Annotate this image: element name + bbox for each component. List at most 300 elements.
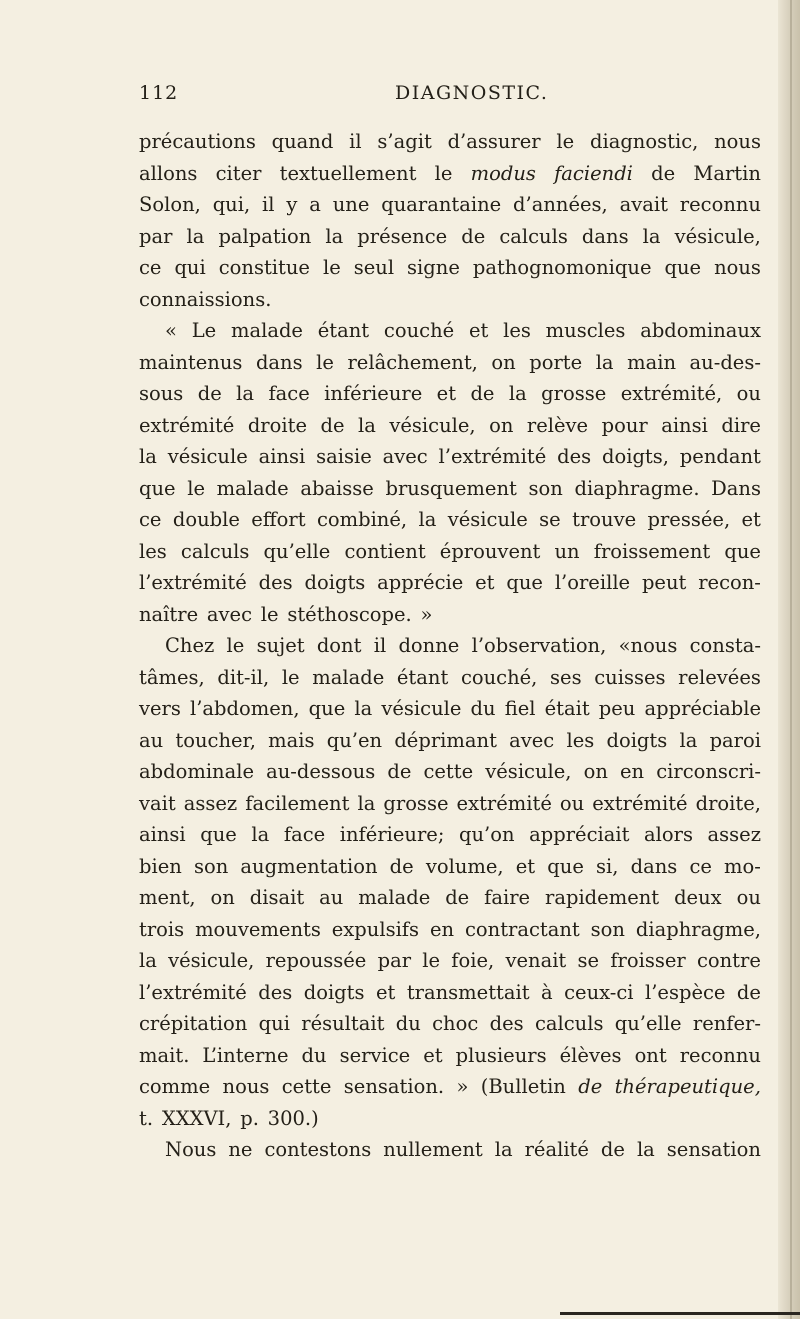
word: élèves: [559, 1043, 622, 1067]
word: froisser: [610, 949, 686, 972]
word: pathognomonique: [472, 256, 652, 279]
word: le: [187, 476, 206, 500]
word: face: [283, 823, 326, 846]
word: vésicule: [447, 508, 528, 531]
word: XXXVI,: [161, 1106, 232, 1130]
word: d’années,: [513, 193, 608, 216]
word: saisie: [316, 445, 372, 468]
word: signe: [407, 256, 460, 279]
word: tâmes,: [139, 665, 205, 689]
text-line: [139, 693, 761, 725]
word: dans: [581, 224, 629, 248]
word: nous: [714, 130, 761, 153]
text-line: [139, 882, 761, 914]
word: quand: [271, 130, 334, 153]
word: et: [468, 319, 489, 342]
word: relevées: [678, 665, 761, 689]
word: Le: [191, 319, 217, 342]
running-head: DIAGNOSTIC.: [395, 82, 549, 104]
word: expulsifs: [331, 917, 420, 941]
word: si,: [596, 854, 619, 878]
word: ainsi: [139, 823, 186, 846]
word: de: [470, 382, 495, 405]
word: la: [139, 949, 157, 972]
word: Dans: [711, 476, 761, 500]
word: consta-: [689, 634, 761, 657]
word: ou: [559, 791, 585, 815]
word: (Bulletin: [480, 1075, 566, 1098]
word: peu: [598, 697, 636, 720]
body-text: [139, 126, 761, 1166]
word: le: [434, 161, 453, 185]
word: p.: [240, 1106, 259, 1130]
word: qu’elle: [614, 1012, 682, 1035]
word: un: [554, 539, 580, 563]
word: citer: [215, 161, 262, 185]
word: peut: [641, 571, 687, 594]
word: doigts,: [601, 445, 669, 468]
word: rapidement: [545, 886, 660, 909]
text-line: [139, 567, 761, 599]
word: son: [590, 917, 625, 941]
word: ainsi: [258, 445, 306, 468]
word: s’agit: [377, 130, 432, 153]
word: l’extrémité: [438, 445, 547, 468]
word: on: [583, 760, 608, 783]
word: Nous: [165, 1138, 217, 1161]
word: et: [475, 571, 495, 594]
word: apprécie: [377, 571, 464, 594]
word: réalité: [524, 1138, 589, 1161]
word: au-des-: [689, 350, 761, 374]
text-line: [139, 473, 761, 505]
word: trouve: [572, 508, 637, 531]
word: la: [251, 823, 270, 846]
word: vésicule,: [485, 760, 572, 783]
word: et: [515, 854, 536, 878]
word: les: [566, 728, 595, 752]
text-line: [139, 945, 761, 977]
word: mait.: [139, 1043, 190, 1067]
word: abdominale: [139, 760, 255, 783]
text-line: [139, 1071, 761, 1103]
word: l’espèce: [645, 980, 726, 1004]
word: assez: [707, 823, 761, 846]
word: au: [139, 728, 164, 752]
word: on: [491, 350, 516, 374]
text-line: [139, 1040, 761, 1072]
word: en: [429, 917, 455, 941]
word: couché: [383, 319, 455, 342]
word: de: [197, 382, 222, 405]
word: muscles: [545, 319, 626, 342]
word: circonscri-: [656, 760, 761, 783]
word: et: [741, 508, 761, 531]
word: stéthoscope.: [287, 602, 412, 626]
word: brusquement: [385, 476, 517, 500]
text-line: [139, 315, 761, 347]
text-line: [139, 819, 761, 851]
word: il: [373, 634, 387, 657]
text-line: [139, 378, 761, 410]
word: en: [620, 760, 645, 783]
word: combiné,: [316, 508, 408, 531]
word: de: [320, 413, 345, 437]
word: faciendi: [554, 161, 633, 185]
word: contient: [344, 539, 426, 563]
word: l’extrémité: [139, 571, 247, 594]
word: extrémité: [592, 791, 688, 815]
word: mouvements: [195, 917, 321, 941]
text-line: [139, 599, 761, 631]
word: vésicule,: [389, 413, 476, 437]
word: sujet: [256, 634, 305, 657]
word: ment,: [139, 886, 196, 909]
word: ce: [139, 256, 162, 279]
word: grosse: [383, 791, 449, 815]
word: que: [200, 823, 237, 846]
word: comme: [139, 1075, 211, 1098]
word: extrémité,: [620, 382, 723, 405]
word: déprimant: [394, 728, 497, 752]
word: de: [736, 980, 761, 1004]
word: calculs: [180, 539, 250, 563]
word: des: [258, 980, 293, 1004]
word: la: [642, 224, 661, 248]
word: sensation: [666, 1138, 761, 1161]
word: que: [308, 697, 346, 720]
word: la: [139, 445, 157, 468]
word: avec: [509, 728, 555, 752]
word: de: [461, 224, 486, 248]
word: abdominaux: [640, 319, 761, 342]
word: le: [260, 602, 279, 626]
word: des: [557, 445, 592, 468]
word: des: [258, 571, 293, 594]
text-line: [139, 441, 761, 473]
word: paroi: [709, 728, 761, 752]
word: qui: [258, 1012, 290, 1035]
word: froissement: [593, 539, 711, 563]
word: une: [332, 193, 370, 216]
word: nullement: [383, 1138, 483, 1161]
word: du: [395, 1012, 421, 1035]
word: doigts: [304, 571, 366, 594]
word: avait: [619, 193, 668, 216]
text-line: [139, 536, 761, 568]
text-line: [139, 630, 761, 662]
word: se: [539, 508, 561, 531]
word: que: [724, 539, 761, 563]
word: calculs: [534, 1012, 604, 1035]
word: malade: [230, 319, 303, 342]
word: cuisses: [594, 665, 666, 689]
word: de: [445, 886, 470, 909]
word: ses: [550, 665, 582, 689]
page-header: [139, 82, 759, 112]
word: effort: [251, 508, 306, 531]
word: double: [172, 508, 240, 531]
page-corner-rule: [560, 1312, 800, 1315]
word: l’observation,: [471, 634, 607, 657]
word: dans: [255, 350, 303, 374]
text-line: [139, 284, 761, 316]
page-edge-shadow: [778, 0, 800, 1319]
word: la: [236, 382, 255, 405]
word: le: [556, 130, 575, 153]
word: cette: [281, 1075, 332, 1098]
word: l’abdomen,: [190, 697, 300, 720]
text-line: [139, 914, 761, 946]
word: de: [578, 1075, 603, 1098]
word: le: [226, 634, 245, 657]
word: y: [286, 193, 298, 216]
word: que: [139, 476, 176, 500]
word: qui: [174, 256, 206, 279]
text-line: [139, 126, 761, 158]
word: la: [325, 224, 344, 248]
word: le: [422, 949, 441, 972]
word: textuellement: [279, 161, 417, 185]
word: qu’elle: [263, 539, 331, 563]
word: «: [165, 319, 177, 342]
word: a: [309, 193, 321, 216]
word: extrémité: [139, 413, 235, 437]
word: avec: [382, 445, 428, 468]
word: droite: [247, 413, 307, 437]
word: on: [210, 886, 235, 909]
word: les: [503, 319, 531, 342]
word: éprouvent: [439, 539, 541, 563]
word: nous: [714, 256, 761, 279]
word: Martin: [693, 161, 761, 185]
word: vésicule,: [674, 224, 761, 248]
word: droite,: [695, 791, 761, 815]
word: vésicule: [381, 697, 462, 720]
word: nous: [222, 1075, 270, 1098]
word: faire: [484, 886, 531, 909]
word: L’interne: [202, 1043, 289, 1067]
word: le: [281, 665, 300, 689]
word: de: [651, 161, 676, 185]
word: ne: [228, 1138, 253, 1161]
word: service: [339, 1043, 411, 1067]
text-line: [139, 347, 761, 379]
word: contractant: [464, 917, 580, 941]
word: l’extrémité: [139, 980, 247, 1004]
word: «nous: [618, 634, 678, 657]
word: palpation: [218, 224, 312, 248]
word: vers: [139, 697, 181, 720]
word: main: [627, 350, 677, 374]
text-line: [139, 410, 761, 442]
word: la: [636, 1138, 655, 1161]
page-edge-line: [790, 0, 792, 1319]
word: foie,: [451, 949, 495, 972]
word: modus: [470, 161, 536, 185]
word: dit-il,: [217, 665, 270, 689]
word: ce: [689, 854, 712, 878]
text-line: [139, 158, 761, 190]
word: l’oreille: [554, 571, 631, 594]
word: étant: [396, 665, 449, 689]
word: se: [577, 949, 600, 972]
word: son: [193, 854, 229, 878]
word: relève: [526, 413, 589, 437]
word: »: [456, 1075, 469, 1098]
word: grosse: [541, 382, 607, 405]
word: les: [139, 539, 167, 563]
word: que: [506, 571, 543, 594]
word: mais: [268, 728, 315, 752]
word: du: [470, 697, 496, 720]
text-line: [139, 504, 761, 536]
word: ou: [736, 382, 761, 405]
word: la: [494, 1138, 513, 1161]
word: la: [418, 508, 437, 531]
text-line: [139, 221, 761, 253]
word: facilement: [245, 791, 350, 815]
word: que: [547, 854, 584, 878]
word: sensation.: [343, 1075, 445, 1098]
word: diaphragme,: [635, 917, 761, 941]
word: face: [268, 382, 310, 405]
word: dont: [316, 634, 362, 657]
word: qu’en: [326, 728, 383, 752]
word: vésicule,: [168, 949, 255, 972]
word: diagnostic,: [589, 130, 699, 153]
word: la: [508, 382, 527, 405]
word: calculs: [499, 224, 568, 248]
word: donne: [398, 634, 460, 657]
text-line: [139, 756, 761, 788]
word: allons: [139, 161, 198, 185]
word: contestons: [264, 1138, 372, 1161]
word: constitue: [218, 256, 310, 279]
word: qui,: [212, 193, 251, 216]
word: présence: [357, 224, 448, 248]
word: porte: [529, 350, 583, 374]
word: recon-: [698, 571, 761, 594]
word: pour: [601, 413, 648, 437]
word: à: [541, 980, 553, 1004]
word: fiel: [504, 697, 536, 720]
word: t.: [139, 1106, 154, 1130]
word: cette: [423, 760, 474, 783]
text-line: [139, 1134, 761, 1166]
word: abaisse: [300, 476, 374, 500]
page-number: 112: [139, 82, 179, 104]
word: appréciait: [529, 823, 630, 846]
word: était: [544, 697, 590, 720]
word: disait: [249, 886, 305, 909]
word: augmentation: [240, 854, 378, 878]
text-line: [139, 788, 761, 820]
word: Solon,: [139, 193, 201, 216]
word: sous: [139, 382, 184, 405]
word: deux: [674, 886, 722, 909]
word: alors: [644, 823, 693, 846]
word: ceux-ci: [564, 980, 634, 1004]
text-line: [139, 851, 761, 883]
word: étant: [317, 319, 370, 342]
word: il: [262, 193, 275, 216]
word: dans: [630, 854, 678, 878]
word: ou: [736, 886, 761, 909]
word: de: [387, 760, 412, 783]
word: par: [377, 949, 412, 972]
word: reconnu: [679, 1043, 761, 1067]
word: d’assurer: [447, 130, 541, 153]
word: extrémité: [456, 791, 552, 815]
word: vait: [139, 791, 176, 815]
word: seul: [353, 256, 395, 279]
text-line: [139, 662, 761, 694]
word: naître: [139, 602, 199, 626]
word: pendant: [679, 445, 761, 468]
text-line: [139, 1008, 761, 1040]
word: que: [664, 256, 702, 279]
word: et: [436, 382, 457, 405]
word: choc: [432, 1012, 479, 1035]
word: plusieurs: [455, 1043, 547, 1067]
word: couché,: [460, 665, 538, 689]
word: trois: [139, 917, 185, 941]
word: au: [319, 886, 344, 909]
word: ainsi: [661, 413, 708, 437]
word: toucher,: [175, 728, 256, 752]
word: le: [316, 350, 334, 374]
text-line: [139, 725, 761, 757]
word: assez: [183, 791, 238, 815]
word: dire: [721, 413, 761, 437]
word: avec: [206, 602, 252, 626]
word: bien: [139, 854, 182, 878]
word: repoussée: [265, 949, 367, 972]
word: diaphragme.: [574, 476, 700, 500]
word: la: [186, 224, 205, 248]
text-line: [139, 1103, 761, 1135]
word: résultait: [301, 1012, 385, 1035]
word: vésicule: [167, 445, 248, 468]
word: la: [679, 728, 698, 752]
word: ce: [139, 508, 162, 531]
word: son: [528, 476, 563, 500]
word: qu’on: [459, 823, 515, 846]
word: renfer-: [692, 1012, 761, 1035]
word: par: [139, 224, 173, 248]
word: le: [322, 256, 341, 279]
word: de: [389, 854, 414, 878]
word: reconnu: [679, 193, 761, 216]
word: malade: [312, 665, 385, 689]
word: maintenus: [139, 350, 243, 374]
word: précautions: [139, 130, 256, 153]
word: mo-: [724, 854, 761, 878]
word: des: [489, 1012, 524, 1035]
word: inférieure;: [339, 823, 445, 846]
word: doigts: [303, 980, 365, 1004]
word: on: [489, 413, 514, 437]
word: volume,: [425, 854, 504, 878]
word: appréciable: [644, 697, 761, 720]
word: quarantaine: [381, 193, 502, 216]
word: pressée,: [647, 508, 731, 531]
word: 300.): [267, 1106, 319, 1130]
word: venait: [505, 949, 567, 972]
text-line: [139, 977, 761, 1009]
word: »: [420, 602, 433, 626]
